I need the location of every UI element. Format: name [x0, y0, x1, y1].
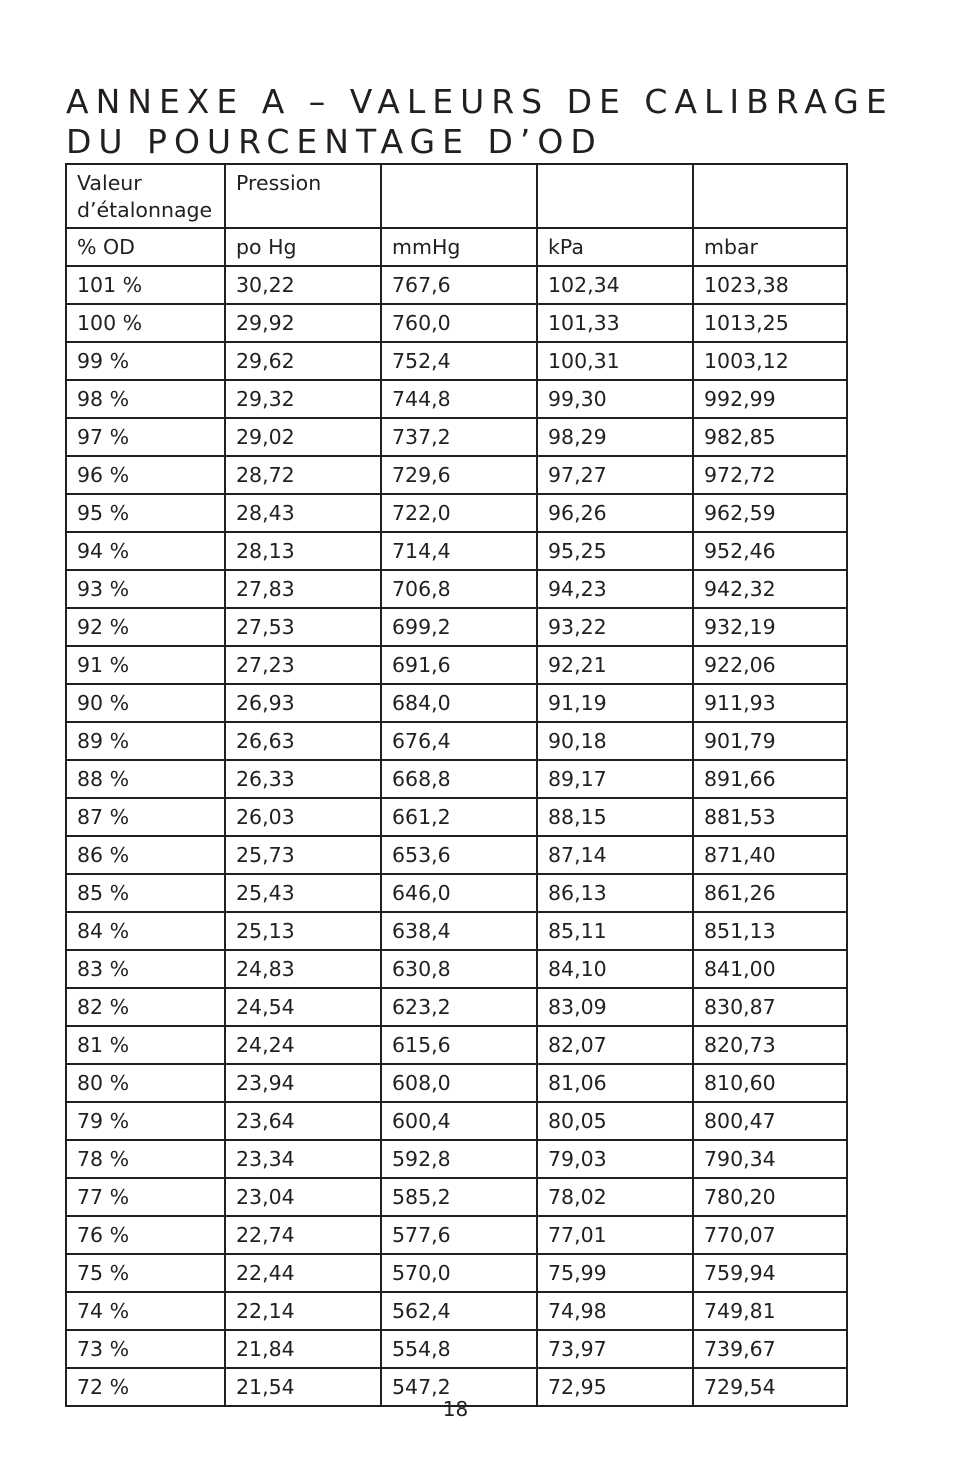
table-cell: 96 % — [66, 456, 225, 494]
table-row — [66, 1140, 847, 1178]
table-cell: 749,81 — [693, 1292, 847, 1330]
table-cell: 74 % — [66, 1292, 225, 1330]
table-cell: 22,14 — [225, 1292, 381, 1330]
table-cell: 73,97 — [537, 1330, 693, 1368]
table-row — [66, 1064, 847, 1102]
table-cell: 85 % — [66, 874, 225, 912]
table-cell: 27,23 — [225, 646, 381, 684]
table-cell: 83,09 — [537, 988, 693, 1026]
table-cell: 922,06 — [693, 646, 847, 684]
table-cell: 881,53 — [693, 798, 847, 836]
table-cell: 25,73 — [225, 836, 381, 874]
table-cell: 90 % — [66, 684, 225, 722]
table-row — [66, 456, 847, 494]
table-row — [66, 418, 847, 456]
table-cell: 85,11 — [537, 912, 693, 950]
table-cell: 72,95 — [537, 1368, 693, 1406]
table-cell: 752,4 — [381, 342, 537, 380]
table-cell: 93,22 — [537, 608, 693, 646]
table-cell: 89,17 — [537, 760, 693, 798]
table-row — [66, 1216, 847, 1254]
table-cell: 729,6 — [381, 456, 537, 494]
table-cell: 23,94 — [225, 1064, 381, 1102]
table-row — [66, 1254, 847, 1292]
table-cell: 30,22 — [225, 266, 381, 304]
table-row — [66, 836, 847, 874]
table-row — [66, 798, 847, 836]
table-cell: 90,18 — [537, 722, 693, 760]
table-cell: 901,79 — [693, 722, 847, 760]
table-cell: 871,40 — [693, 836, 847, 874]
table-row — [66, 1330, 847, 1368]
table-cell: 97 % — [66, 418, 225, 456]
table-cell: 547,2 — [381, 1368, 537, 1406]
table-cell: 21,84 — [225, 1330, 381, 1368]
table-cell: 94,23 — [537, 570, 693, 608]
page-number: 18 — [442, 1397, 469, 1421]
table-cell: 26,03 — [225, 798, 381, 836]
header-cell — [693, 164, 847, 228]
table-cell: 691,6 — [381, 646, 537, 684]
table-cell: 592,8 — [381, 1140, 537, 1178]
table-cell: 98,29 — [537, 418, 693, 456]
table-row — [66, 646, 847, 684]
table-cell: 86,13 — [537, 874, 693, 912]
table-cell: 25,43 — [225, 874, 381, 912]
table-cell: 942,32 — [693, 570, 847, 608]
table-row — [66, 684, 847, 722]
calibration-table — [65, 163, 848, 1407]
table-header-row — [66, 164, 847, 228]
table-cell: 861,26 — [693, 874, 847, 912]
table-row — [66, 1102, 847, 1140]
table-cell: 102,34 — [537, 266, 693, 304]
table-cell: 570,0 — [381, 1254, 537, 1292]
table-cell: 72 % — [66, 1368, 225, 1406]
table-row — [66, 1026, 847, 1064]
table-cell: 27,83 — [225, 570, 381, 608]
page-title-line-2: DU POURCENTAGE D’OD — [66, 122, 603, 161]
table-row — [66, 988, 847, 1026]
table-row — [66, 380, 847, 418]
table-cell: 93 % — [66, 570, 225, 608]
table-cell: 25,13 — [225, 912, 381, 950]
table-cell: 82 % — [66, 988, 225, 1026]
table-cell: 851,13 — [693, 912, 847, 950]
page-title-line-1: ANNEXE A – VALEURS DE CALIBRAGE — [66, 82, 894, 121]
table-cell: 972,72 — [693, 456, 847, 494]
table-cell: 88,15 — [537, 798, 693, 836]
header-cell — [537, 164, 693, 228]
table-row — [66, 494, 847, 532]
table-cell: 600,4 — [381, 1102, 537, 1140]
table-cell: 1003,12 — [693, 342, 847, 380]
table-cell: 676,4 — [381, 722, 537, 760]
table-row — [66, 1178, 847, 1216]
table-row — [66, 304, 847, 342]
table-cell: 608,0 — [381, 1064, 537, 1102]
table-cell: 759,94 — [693, 1254, 847, 1292]
table-cell: 81,06 — [537, 1064, 693, 1102]
table-cell: 27,53 — [225, 608, 381, 646]
table-cell: 83 % — [66, 950, 225, 988]
table-cell: 99,30 — [537, 380, 693, 418]
table-cell: 97,27 — [537, 456, 693, 494]
calibration-table-body — [66, 164, 847, 1406]
table-cell: 26,63 — [225, 722, 381, 760]
table-cell: 739,67 — [693, 1330, 847, 1368]
table-cell: 87 % — [66, 798, 225, 836]
table-cell: 699,2 — [381, 608, 537, 646]
table-cell: 84,10 — [537, 950, 693, 988]
table-cell: 615,6 — [381, 1026, 537, 1064]
table-cell: 932,19 — [693, 608, 847, 646]
table-cell: 21,54 — [225, 1368, 381, 1406]
table-row — [66, 532, 847, 570]
table-cell: 99 % — [66, 342, 225, 380]
table-cell: 830,87 — [693, 988, 847, 1026]
table-cell: 623,2 — [381, 988, 537, 1026]
table-cell: 82,07 — [537, 1026, 693, 1064]
table-cell: 84 % — [66, 912, 225, 950]
calibration-table-container — [65, 163, 846, 1407]
table-cell: 577,6 — [381, 1216, 537, 1254]
table-cell: 29,92 — [225, 304, 381, 342]
table-cell: 24,54 — [225, 988, 381, 1026]
unit-cell: mmHg — [381, 228, 537, 266]
table-cell: 800,47 — [693, 1102, 847, 1140]
table-row — [66, 1292, 847, 1330]
table-cell: 714,4 — [381, 532, 537, 570]
table-cell: 76 % — [66, 1216, 225, 1254]
table-cell: 86 % — [66, 836, 225, 874]
table-cell: 98 % — [66, 380, 225, 418]
table-cell: 630,8 — [381, 950, 537, 988]
table-cell: 29,02 — [225, 418, 381, 456]
table-cell: 29,62 — [225, 342, 381, 380]
table-row — [66, 608, 847, 646]
table-cell: 79,03 — [537, 1140, 693, 1178]
table-cell: 80 % — [66, 1064, 225, 1102]
table-cell: 790,34 — [693, 1140, 847, 1178]
table-cell: 28,43 — [225, 494, 381, 532]
table-cell: 891,66 — [693, 760, 847, 798]
table-cell: 562,4 — [381, 1292, 537, 1330]
table-cell: 810,60 — [693, 1064, 847, 1102]
table-row — [66, 874, 847, 912]
table-cell: 23,04 — [225, 1178, 381, 1216]
table-cell: 722,0 — [381, 494, 537, 532]
table-cell: 638,4 — [381, 912, 537, 950]
table-cell: 952,46 — [693, 532, 847, 570]
table-row — [66, 950, 847, 988]
table-cell: 77,01 — [537, 1216, 693, 1254]
table-cell: 29,32 — [225, 380, 381, 418]
unit-cell: mbar — [693, 228, 847, 266]
table-cell: 668,8 — [381, 760, 537, 798]
table-row — [66, 570, 847, 608]
table-cell: 706,8 — [381, 570, 537, 608]
table-cell: 74,98 — [537, 1292, 693, 1330]
table-cell: 911,93 — [693, 684, 847, 722]
table-cell: 77 % — [66, 1178, 225, 1216]
table-cell: 841,00 — [693, 950, 847, 988]
table-cell: 26,33 — [225, 760, 381, 798]
table-cell: 80,05 — [537, 1102, 693, 1140]
table-cell: 962,59 — [693, 494, 847, 532]
unit-cell: kPa — [537, 228, 693, 266]
table-cell: 88 % — [66, 760, 225, 798]
table-cell: 767,6 — [381, 266, 537, 304]
table-cell: 28,72 — [225, 456, 381, 494]
table-cell: 79 % — [66, 1102, 225, 1140]
table-cell: 661,2 — [381, 798, 537, 836]
table-cell: 78,02 — [537, 1178, 693, 1216]
table-cell: 653,6 — [381, 836, 537, 874]
table-cell: 1013,25 — [693, 304, 847, 342]
table-cell: 96,26 — [537, 494, 693, 532]
table-cell: 992,99 — [693, 380, 847, 418]
table-cell: 744,8 — [381, 380, 537, 418]
header-cell — [381, 164, 537, 228]
header-cell: Valeur d’étalonnage — [66, 164, 225, 228]
table-cell: 95 % — [66, 494, 225, 532]
table-cell: 100 % — [66, 304, 225, 342]
table-cell: 101 % — [66, 266, 225, 304]
table-cell: 73 % — [66, 1330, 225, 1368]
table-unit-row — [66, 228, 847, 266]
table-row — [66, 760, 847, 798]
table-cell: 24,24 — [225, 1026, 381, 1064]
table-cell: 24,83 — [225, 950, 381, 988]
table-row — [66, 342, 847, 380]
table-cell: 95,25 — [537, 532, 693, 570]
table-cell: 737,2 — [381, 418, 537, 456]
table-cell: 92 % — [66, 608, 225, 646]
table-cell: 100,31 — [537, 342, 693, 380]
table-cell: 982,85 — [693, 418, 847, 456]
table-cell: 78 % — [66, 1140, 225, 1178]
page-title — [66, 82, 926, 162]
table-cell: 23,64 — [225, 1102, 381, 1140]
table-cell: 75 % — [66, 1254, 225, 1292]
table-cell: 101,33 — [537, 304, 693, 342]
table-cell: 87,14 — [537, 836, 693, 874]
table-cell: 94 % — [66, 532, 225, 570]
table-cell: 780,20 — [693, 1178, 847, 1216]
table-cell: 22,74 — [225, 1216, 381, 1254]
table-cell: 770,07 — [693, 1216, 847, 1254]
table-cell: 684,0 — [381, 684, 537, 722]
header-cell: Pression — [225, 164, 381, 228]
table-cell: 23,34 — [225, 1140, 381, 1178]
table-row — [66, 912, 847, 950]
table-cell: 585,2 — [381, 1178, 537, 1216]
table-cell: 1023,38 — [693, 266, 847, 304]
table-cell: 26,93 — [225, 684, 381, 722]
table-cell: 92,21 — [537, 646, 693, 684]
table-row — [66, 722, 847, 760]
table-cell: 89 % — [66, 722, 225, 760]
table-cell: 646,0 — [381, 874, 537, 912]
table-row — [66, 266, 847, 304]
table-cell: 75,99 — [537, 1254, 693, 1292]
table-cell: 22,44 — [225, 1254, 381, 1292]
table-cell: 28,13 — [225, 532, 381, 570]
table-cell: 91,19 — [537, 684, 693, 722]
table-cell: 554,8 — [381, 1330, 537, 1368]
table-cell: 91 % — [66, 646, 225, 684]
unit-cell: po Hg — [225, 228, 381, 266]
table-cell: 760,0 — [381, 304, 537, 342]
unit-cell: % OD — [66, 228, 225, 266]
table-cell: 729,54 — [693, 1368, 847, 1406]
table-cell: 81 % — [66, 1026, 225, 1064]
table-cell: 820,73 — [693, 1026, 847, 1064]
